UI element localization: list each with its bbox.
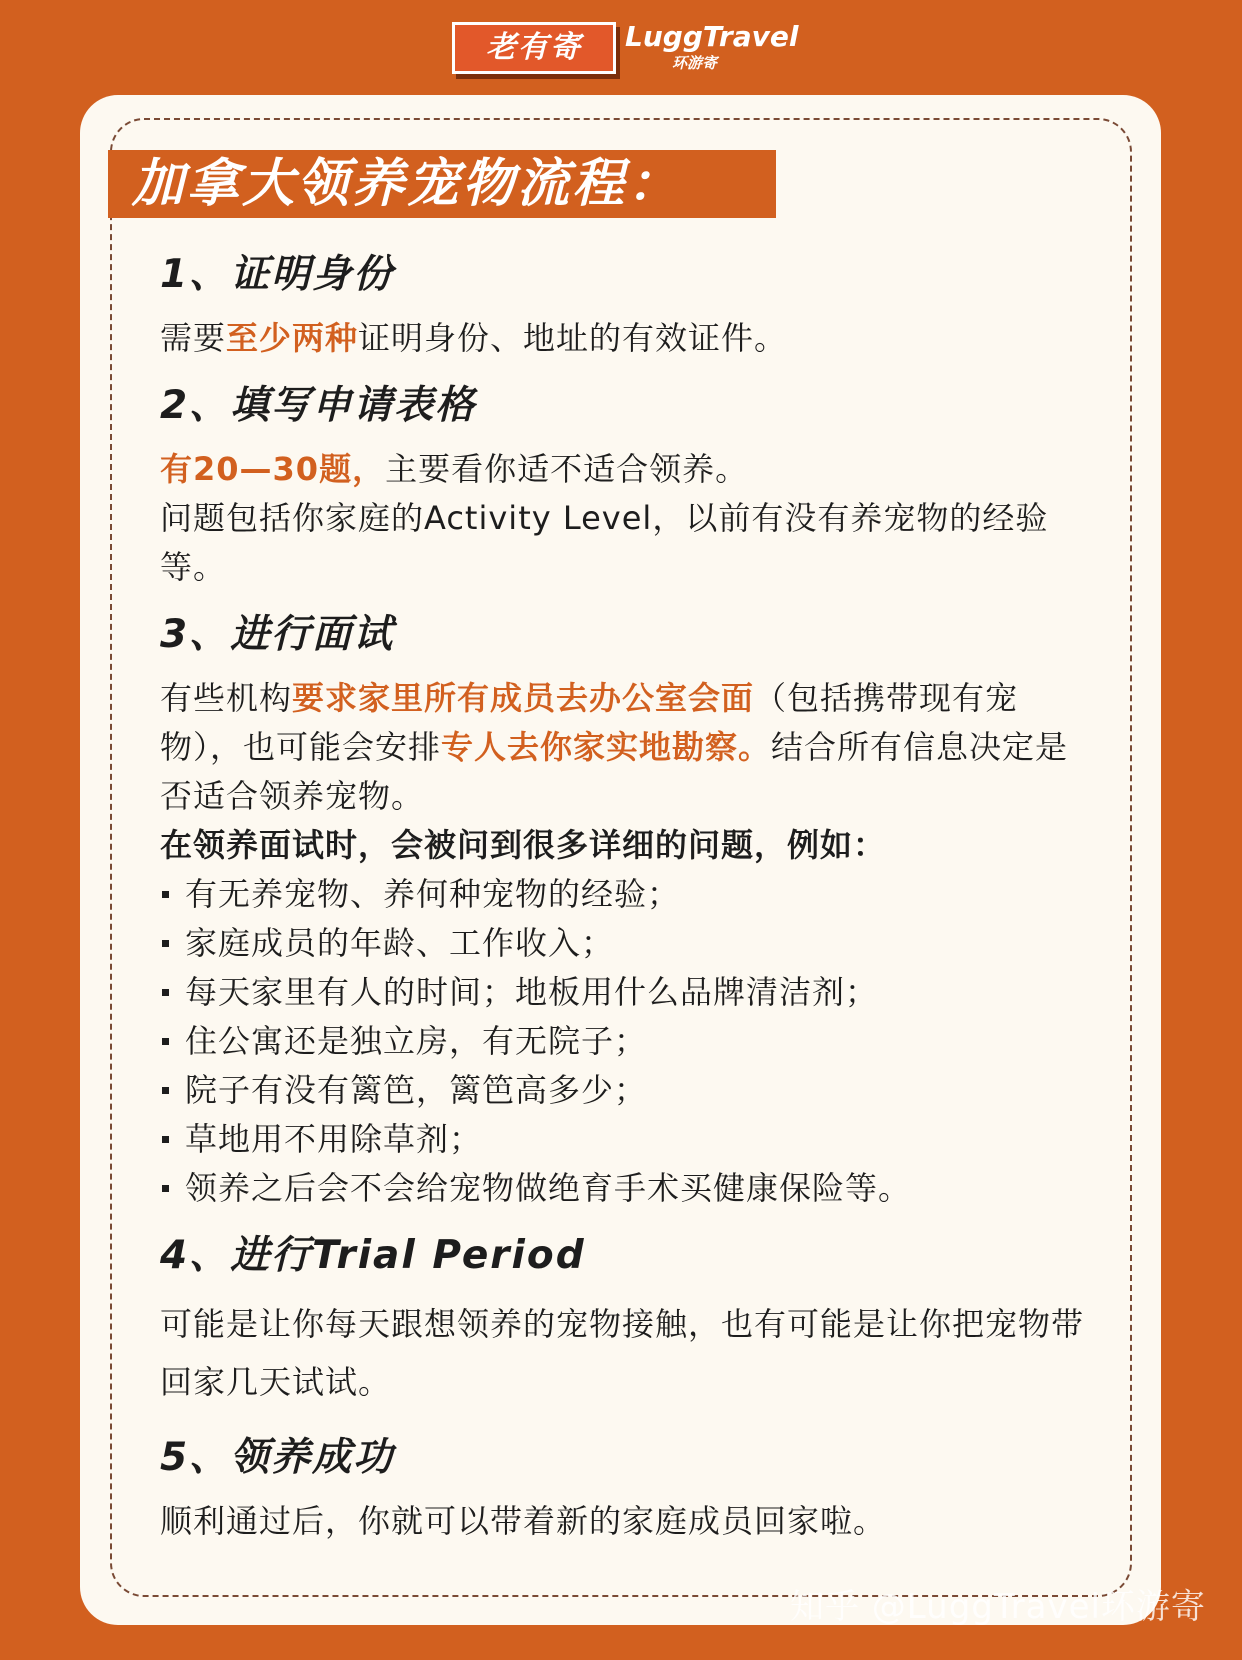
section-1-text bbox=[160, 314, 1090, 363]
section-1-highlight: 至少两种 bbox=[226, 319, 359, 357]
section-heading-4: 4、进行Trial Period bbox=[160, 1233, 586, 1278]
section-heading-1: 1、证明身份 bbox=[160, 252, 395, 297]
brand-logo-text: LuggTravel bbox=[625, 20, 799, 53]
section-2-detail: 问题包括你家庭的Activity Level，以前有没有养宠物的经验等。 bbox=[160, 499, 1049, 586]
section-3-text-a: 有些机构 bbox=[160, 679, 293, 717]
section-3-highlight-1: 要求家里所有成员去办公室会面 bbox=[292, 679, 755, 717]
section-2-highlight: 有20—30题， bbox=[160, 450, 386, 488]
section-3-highlight-2: 专人去你家实地勘察。 bbox=[441, 728, 772, 766]
list-item: 领养之后会不会给宠物做绝育手术买健康保险等。 bbox=[160, 1164, 1090, 1213]
section-3-text-e: 结合所有信息决定是否适合领养宠物。 bbox=[160, 728, 1069, 815]
section-3-lead: 在领养面试时，会被问到很多详细的问题，例如： bbox=[160, 826, 887, 864]
section-heading-5: 5、领养成功 bbox=[160, 1435, 395, 1480]
page-title: 加拿大领养宠物流程： bbox=[132, 154, 683, 214]
list-item: 有无养宠物、养何种宠物的经验； bbox=[160, 870, 1090, 919]
section-1-text-c: 证明身份、地址的有效证件。 bbox=[358, 319, 788, 357]
zhihu-watermark: 知乎 @LuggTravel环游寄 bbox=[790, 1587, 1206, 1627]
section-3-text-c: （包括携带现有宠物），也可能会安排 bbox=[160, 679, 1019, 766]
section-5-text: 顺利通过后，你就可以带着新的家庭成员回家啦。 bbox=[160, 1502, 887, 1540]
section-3-text bbox=[160, 674, 1090, 821]
article-body bbox=[160, 250, 1090, 1546]
section-2-text-b: 主要看你适不适合领养。 bbox=[385, 450, 749, 488]
interview-question-list bbox=[160, 870, 1090, 1213]
section-4-text: 可能是让你每天跟想领养的宠物接触，也有可能是让你把宠物带回家几天试试。 bbox=[160, 1305, 1085, 1401]
brand-badge: 老有寄 bbox=[452, 22, 616, 74]
list-item: 草地用不用除草剂； bbox=[160, 1115, 1090, 1164]
section-1-text-a: 需要 bbox=[160, 319, 227, 357]
section-heading-3: 3、进行面试 bbox=[160, 612, 395, 657]
list-item: 家庭成员的年龄、工作收入； bbox=[160, 919, 1090, 968]
brand-logo-subtitle: 环游寄 bbox=[672, 54, 718, 72]
section-2-text bbox=[160, 445, 1090, 494]
list-item: 院子有没有篱笆，篱笆高多少； bbox=[160, 1066, 1090, 1115]
section-heading-2: 2、填写申请表格 bbox=[160, 383, 477, 428]
list-item: 住公寓还是独立房，有无院子； bbox=[160, 1017, 1090, 1066]
list-item: 每天家里有人的时间；地板用什么品牌清洁剂； bbox=[160, 968, 1090, 1017]
